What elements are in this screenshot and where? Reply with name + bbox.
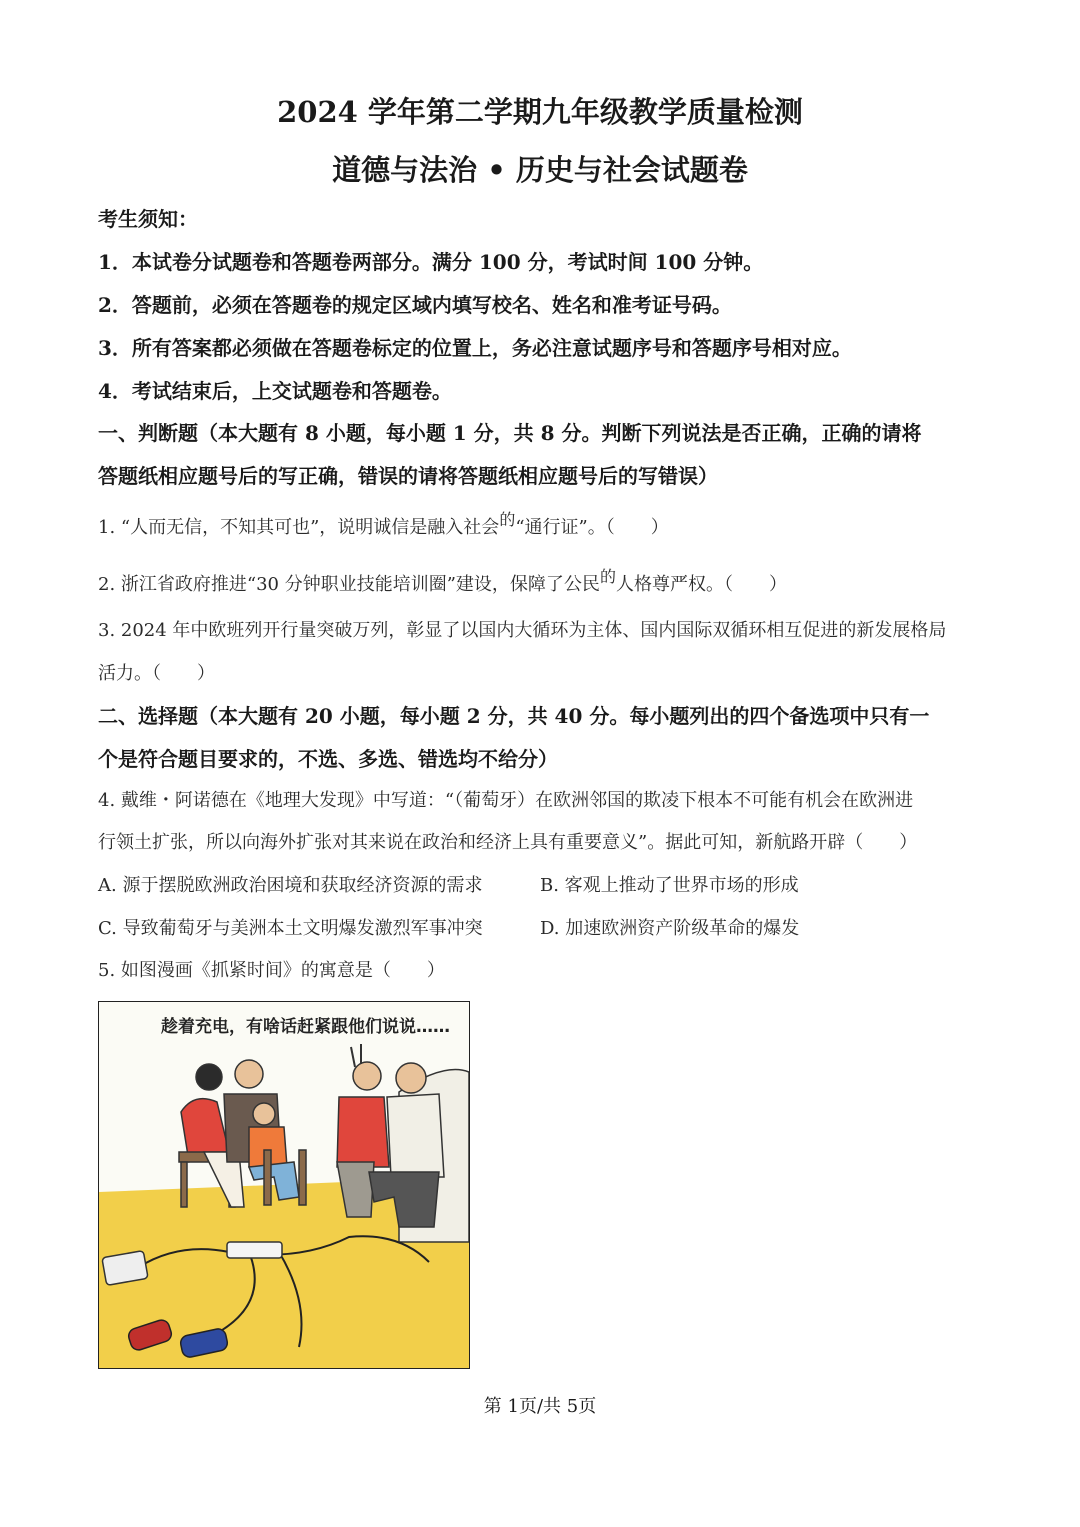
question-1-text: 1. “人而无信，不知其可也”，说明诚信是融入社会 <box>98 517 500 538</box>
question-4-line1: 4. 戴维・阿诺德在《地理大发现》中写道：“（葡萄牙）在欧洲邻国的欺凌下根本不可能有机会在欧洲进 <box>98 790 914 811</box>
option-a: A. 源于摆脱欧洲政治困境和获取经济资源的需求 <box>98 875 483 896</box>
question-2-particle: 的 <box>599 567 616 586</box>
question-5: 5. 如图漫画《抓紧时间》的寓意是（ ） <box>98 960 445 981</box>
question-3-line2: 活力。（ ） <box>98 663 215 684</box>
page-number: 第 1页/共 5页 <box>483 1396 597 1417</box>
question-1-tail: “通行证”。（ ） <box>515 517 669 538</box>
question-1 <box>98 510 669 539</box>
option-c: C. 导致葡萄牙与美洲本土文明爆发激烈军事冲突 <box>98 918 483 939</box>
notice-item-1: 1．本试卷分试题卷和答题卷两部分。满分 100 分，考试时间 100 分钟。 <box>98 250 764 274</box>
section1-heading-line2: 答题纸相应题号后的写正确，错误的请将答题纸相应题号后的写错误） <box>98 464 718 488</box>
question-3-line1: 3. 2024 年中欧班列开行量突破万列，彰显了以国内大循环为主体、国内国际双循环相互促进的新发展格局 <box>98 620 947 641</box>
question-4-line2: 行领土扩张，所以向海外扩张对其来说在政治和经济上具有重要意义”。据此可知，新航路开辟（ ） <box>98 832 918 853</box>
question-1-particle: 的 <box>499 510 516 529</box>
question-2-tail: 人格尊严权。（ ） <box>615 574 787 595</box>
exam-title: 2024 学年第二学期九年级教学质量检测 <box>277 95 803 129</box>
section2-heading-line1: 二、选择题（本大题有 20 小题，每小题 2 分，共 40 分。每小题列出的四个备选项中只有一 <box>98 704 930 728</box>
comic-image <box>98 1001 470 1369</box>
comic-illustration <box>99 1002 469 1368</box>
notice-item-2: 2．答题前，必须在答题卷的规定区域内填写校名、姓名和准考证号码。 <box>98 293 732 317</box>
option-d: D. 加速欧洲资产阶级革命的爆发 <box>540 918 800 939</box>
option-b: B. 客观上推动了世界市场的形成 <box>540 875 799 896</box>
comic-caption: 趁着充电，有啥话赶紧跟他们说说…… <box>161 1017 450 1037</box>
exam-subtitle: 道德与法治 • 历史与社会试题卷 <box>332 153 748 187</box>
question-2-text: 2. 浙江省政府推进“30 分钟职业技能培训圈”建设，保障了公民 <box>98 574 600 595</box>
notice-item-4: 4．考试结束后，上交试题卷和答题卷。 <box>98 379 452 403</box>
notice-heading: 考生须知： <box>98 207 198 231</box>
section1-heading-line1: 一、判断题（本大题有 8 小题，每小题 1 分，共 8 分。判断下列说法是否正确，正确的请将 <box>98 421 922 445</box>
section2-heading-line2: 个是符合题目要求的，不选、多选、错选均不给分） <box>98 747 558 771</box>
question-2 <box>98 567 787 596</box>
notice-item-3: 3．所有答案都必须做在答题卷标定的位置上，务必注意试题序号和答题序号相对应。 <box>98 336 852 360</box>
